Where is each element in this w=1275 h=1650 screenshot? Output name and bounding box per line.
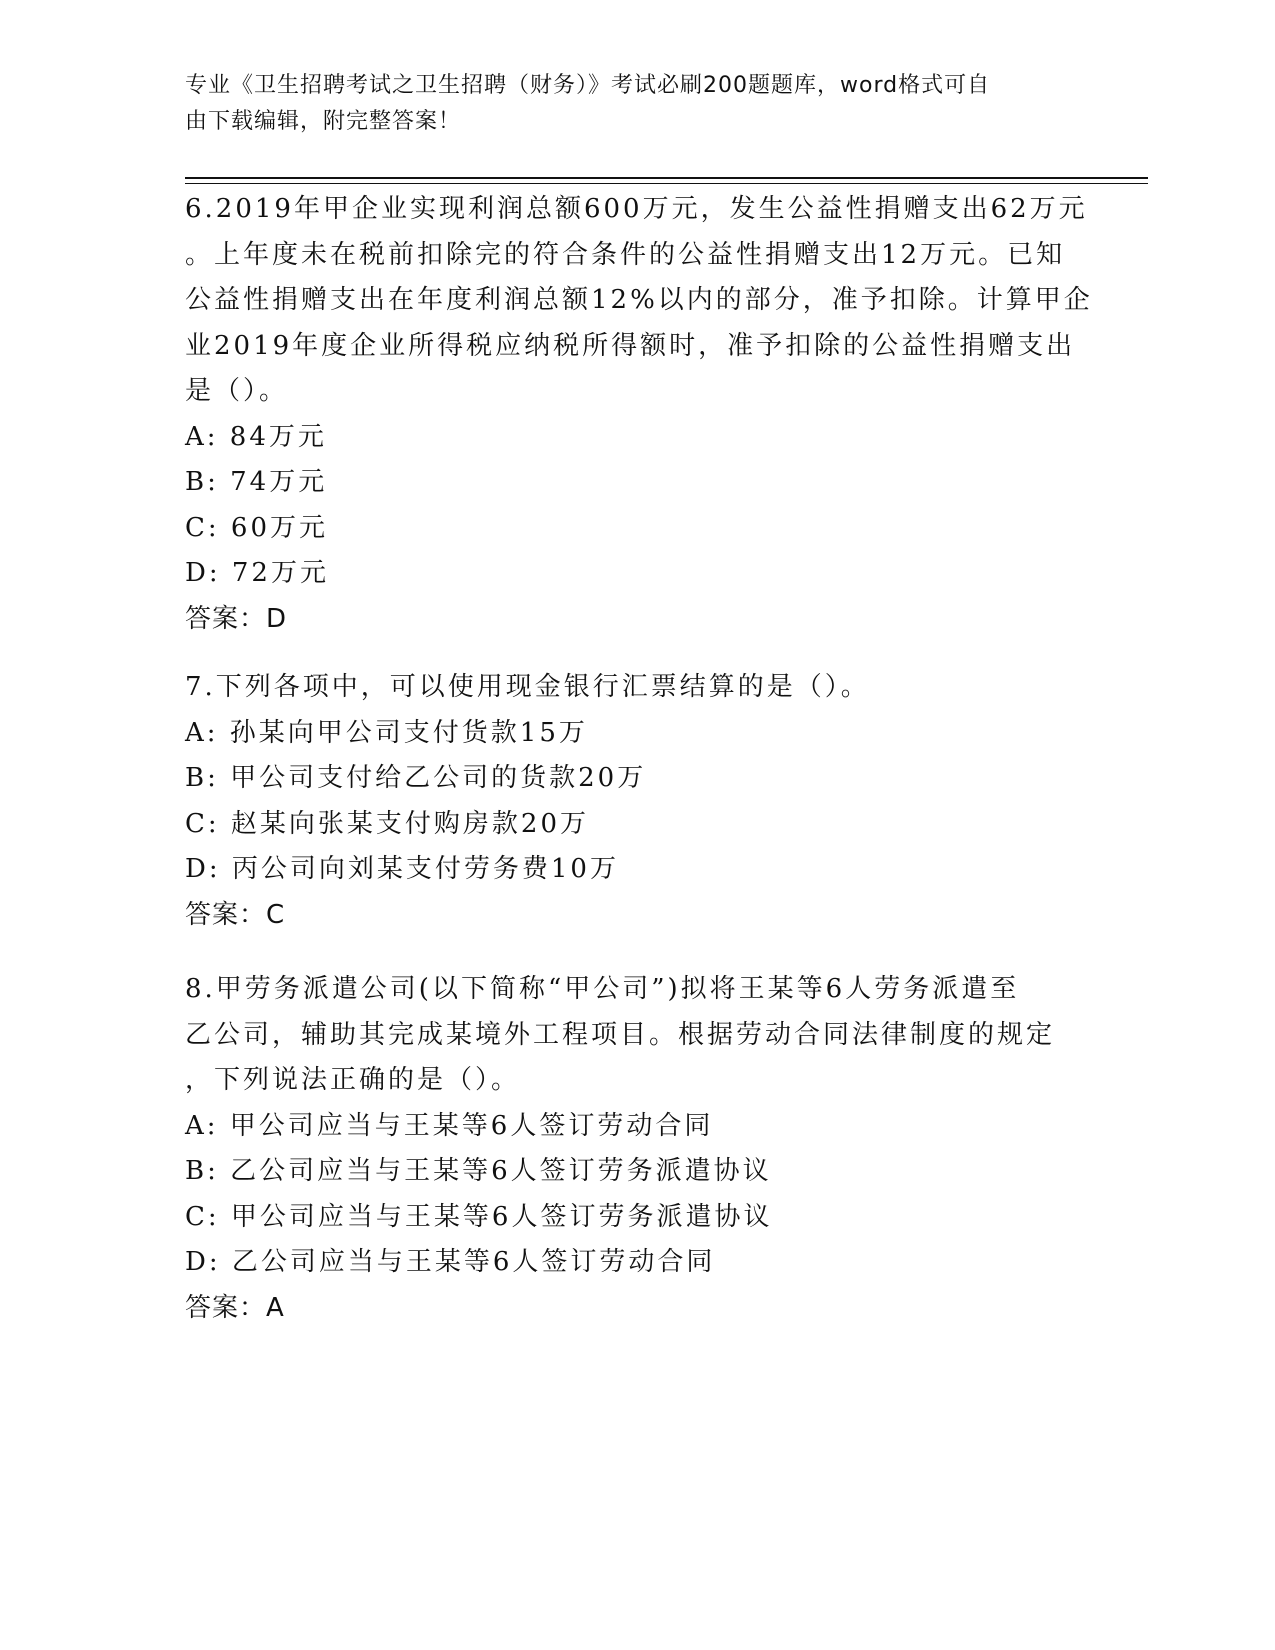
option-a: A: 84万元 — [185, 421, 327, 452]
option-b: B: 74万元 — [185, 467, 328, 497]
question-stem-line: 7.下列各项中，可以使用现金银行汇票结算的是（）。 — [185, 672, 870, 702]
document-header — [185, 68, 1085, 140]
option-a: A: 甲公司应当与王某等6人签订劳动合同 — [185, 1110, 714, 1141]
question-stem-line: 是（）。 — [185, 376, 289, 406]
answer-label: 答案：D — [185, 603, 288, 634]
header-divider-thick — [185, 177, 1148, 179]
header-divider-thin — [185, 183, 1148, 184]
question-7 — [185, 665, 1085, 938]
question-6 — [185, 187, 1093, 642]
question-8 — [185, 967, 1085, 1331]
option-a: A: 孙某向甲公司支付货款15万 — [185, 717, 588, 748]
option-d: D: 乙公司应当与王某等6人签订劳动合同 — [185, 1247, 716, 1277]
answer-label: 答案：C — [185, 899, 286, 930]
option-d: D: 72万元 — [185, 558, 329, 588]
option-c: C: 赵某向张某支付购房款20万 — [185, 808, 590, 839]
answer-label: 答案：A — [185, 1292, 285, 1323]
question-stem-line: 6.2019年甲企业实现利润总额600万元，发生公益性捐赠支出62万元 — [185, 194, 1088, 224]
option-d: D: 丙公司向刘某支付劳务费10万 — [185, 854, 619, 884]
header-line-2: 由下载编辑，附完整答案！ — [185, 109, 462, 134]
option-c: C: 60万元 — [185, 512, 329, 543]
question-stem-line: 乙公司，辅助其完成某境外工程项目。根据劳动合同法律制度的规定 — [185, 1019, 1056, 1050]
header-line-1: 专业《卫生招聘考试之卫生招聘（财务）》考试必刷200题题库，word格式可自 — [185, 73, 991, 98]
option-c: C: 甲公司应当与王某等6人签订劳务派遣协议 — [185, 1201, 773, 1232]
question-stem-line: 业2019年度企业所得税应纳税所得额时，准予扣除的公益性捐赠支出 — [185, 330, 1076, 361]
question-stem-line: 。上年度未在税前扣除完的符合条件的公益性捐赠支出12万元。已知 — [185, 239, 1066, 270]
option-b: B: 甲公司支付给乙公司的货款20万 — [185, 763, 647, 793]
option-b: B: 乙公司应当与王某等6人签订劳务派遣协议 — [185, 1156, 772, 1186]
question-stem-line: ，下列说法正确的是（）。 — [185, 1065, 521, 1095]
question-stem-line: 公益性捐赠支出在年度利润总额12%以内的部分，准予扣除。计算甲企 — [185, 285, 1093, 315]
question-stem-line: 8.甲劳务派遣公司(以下简称“甲公司”)拟将王某等6人劳务派遣至 — [185, 974, 1020, 1004]
